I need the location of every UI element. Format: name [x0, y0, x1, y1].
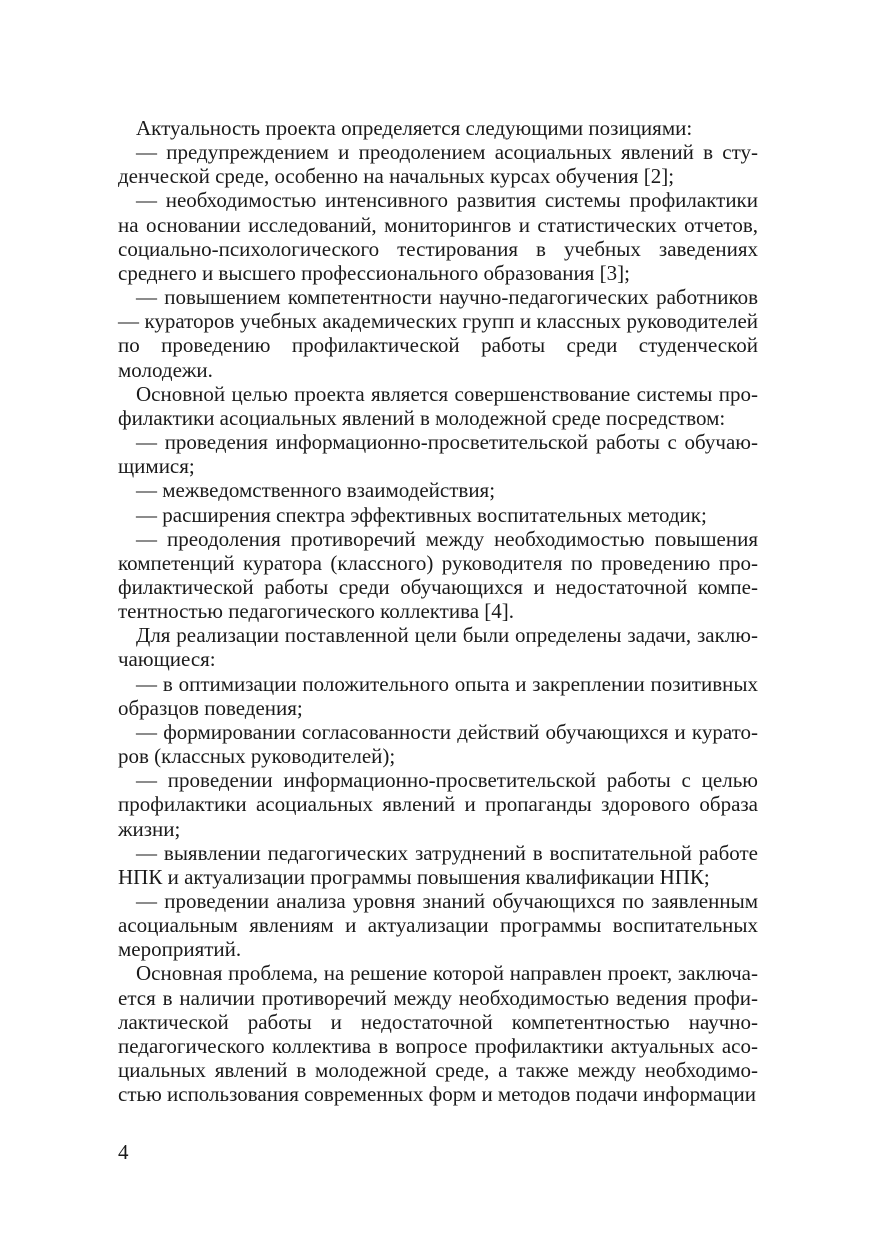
list-item: — преодоления противоречий между необходимостью повышения компетенций куратора (классного) руководителя по проведению профилактической работы среди обучающихся и недостаточной компетентностью педагогического коллектива [4].	[118, 526, 758, 624]
list-item: — в оптимизации положительного опыта и закреплении позитивных образцов поведения;	[118, 671, 758, 720]
paragraph: Актуальность проекта определяется следующими позициями:	[136, 116, 693, 140]
list-item: — расширения спектра эффективных воспитательных методик;	[136, 502, 707, 527]
paragraph: Для реализации поставленной цели были определены задачи, заключающиеся:	[118, 623, 758, 672]
page-number: 4	[118, 1140, 129, 1164]
list-item: — проведении анализа уровня знаний обучающихся по заявленным асоциальным явлениям и актуализации программы воспитательных мероприятий.	[118, 889, 758, 962]
list-item: — межведомственного взаимодействия;	[136, 478, 496, 503]
list-item: — выявлении педагогических затруднений в воспитательной работе НПК и актуализации программы повышения квалификации НПК;	[118, 840, 758, 889]
paragraph: Основной целью проекта является совершенствование системы профилактики асоциальных явлений в молодежной среде посредством:	[118, 381, 758, 430]
list-item: — формировании согласованности действий обучающихся и кураторов (классных руководителей);	[118, 719, 758, 769]
list-item: — повышением компетентности научно-педагогических работников — кураторов учебных академических групп и классных руководителей по проведению профилактической работы среди студенческой молодежи.	[118, 285, 758, 382]
paragraph: Основная проблема, на решение которой направлен проект, заключается в наличии противоречий между необходимостью ведения профилактической работы и недостаточной компетентностью научно-педагогического коллектива в вопросе профилактики актуальных асоциальных явлений в молодежной среде, а также между необходимостью использования современных форм и методов подачи информации	[118, 961, 758, 1107]
list-item: — необходимостью интенсивного развития системы профилактики на основании исследований, мониторингов и статистических отчетов, социально-психологического тестирования в учебных заведениях среднего и высшего профессионального образования [3];	[118, 188, 758, 285]
list-item: — предупреждением и преодолением асоциальных явлений в студенческой среде, особенно на начальных курсах обучения [2];	[118, 140, 758, 189]
list-item: — проведении информационно-просветительской работы с целью профилактики асоциальных явлений и пропаганды здорового образа жизни;	[118, 768, 758, 841]
list-item: — проведения информационно-просветительской работы с обучающимися;	[118, 430, 758, 479]
document-body	[118, 116, 758, 1106]
